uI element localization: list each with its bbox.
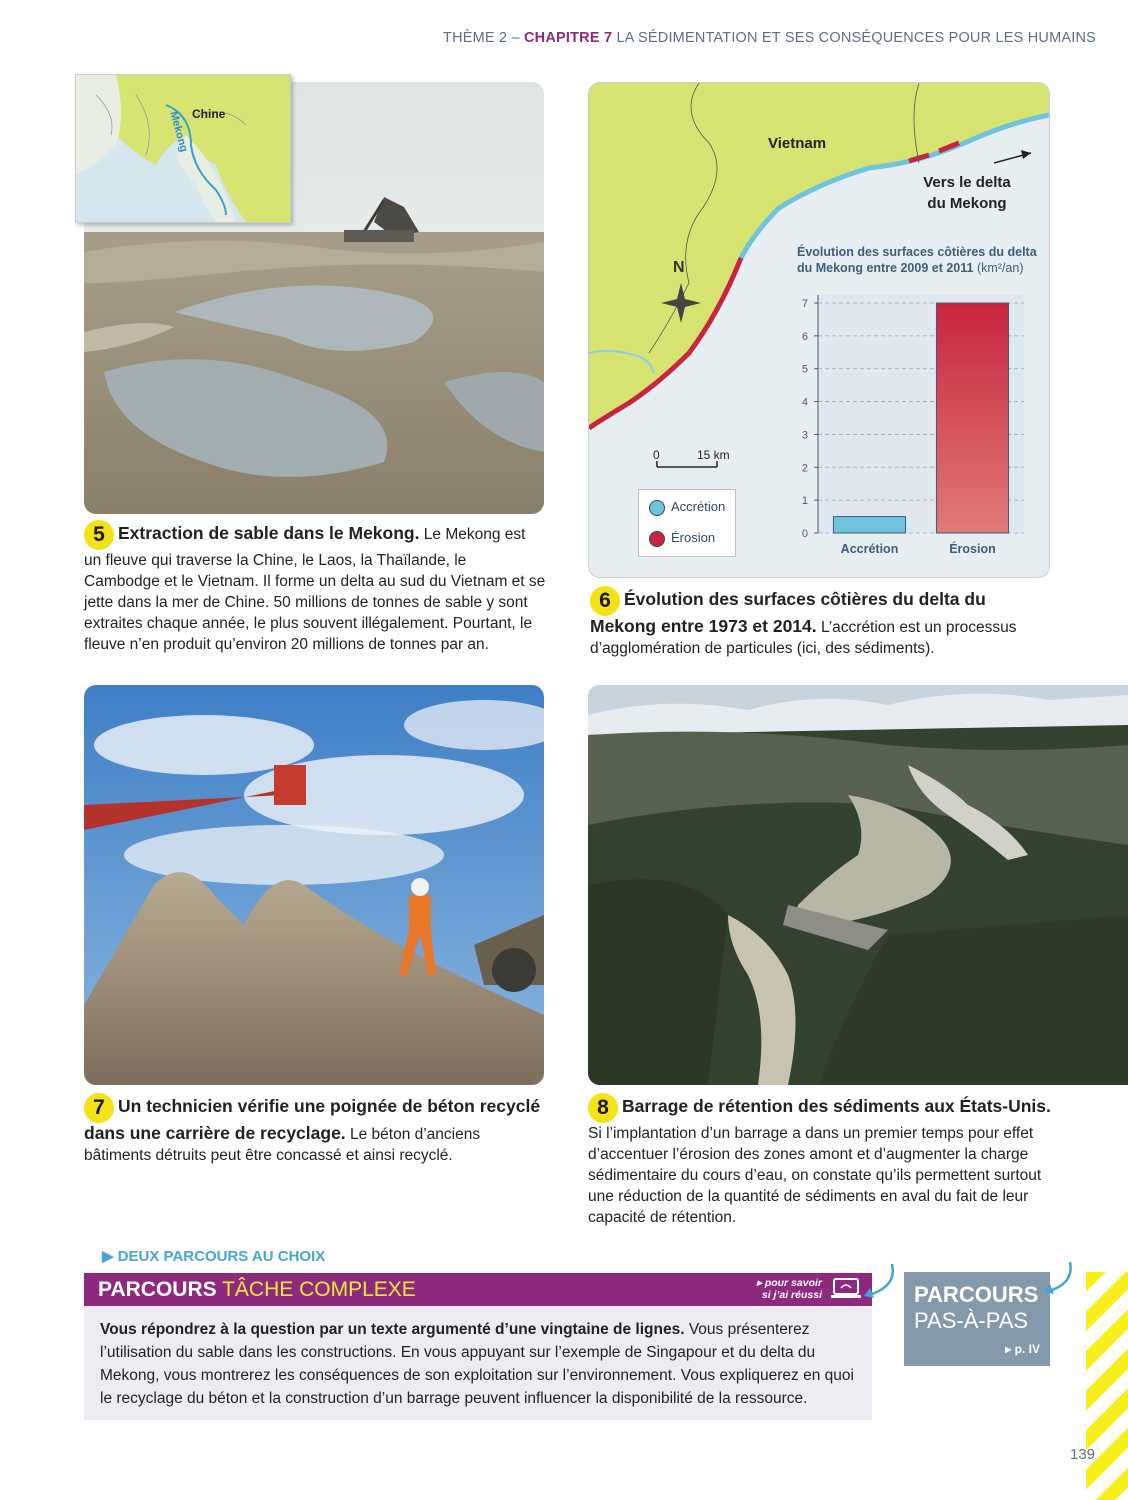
direction-label <box>907 172 1027 214</box>
chart-bar-accrétion <box>833 517 905 533</box>
pas-label-line1: PARCOURS <box>914 1282 1039 1307</box>
header-chapter: CHAPITRE 7 <box>524 30 613 46</box>
north-label: N <box>673 259 685 276</box>
chart-title-unit: (km²/an) <box>976 261 1024 275</box>
parcours-heading <box>102 1247 325 1265</box>
direction-label-line1: Vers le delta <box>923 174 1011 191</box>
caption-doc8 <box>588 1093 1058 1228</box>
map-country-label: Vietnam <box>768 135 827 152</box>
chart-y-tick-label: 6 <box>801 330 808 343</box>
self-check-line1: ▸ pour savoir <box>756 1277 822 1289</box>
concrete-recycling-photo <box>84 685 544 1085</box>
map-legend <box>638 489 736 557</box>
task-instruction: Vous répondrez à la question par un texte argumenté d’une vingtaine de lignes. <box>100 1321 685 1338</box>
decorative-stripes <box>1086 1272 1128 1500</box>
sediment-dam-photo <box>588 685 1128 1085</box>
chart-x-tick-label: Accrétion <box>840 542 899 556</box>
task-label-strong: PARCOURS <box>98 1278 217 1301</box>
legend-item-erosion <box>649 530 715 547</box>
curved-arrow-icon <box>852 1260 898 1305</box>
legend-label-accretion: Accrétion <box>671 499 726 514</box>
task-complex-text <box>100 1318 860 1410</box>
legend-swatch-erosion <box>649 531 665 547</box>
header-theme: THÈME 2 – <box>443 30 525 46</box>
self-check-line2: si j’ai réussi <box>761 1288 822 1301</box>
pas-a-pas-button[interactable] <box>904 1272 1050 1366</box>
doc-number-badge: 7 <box>84 1093 114 1123</box>
running-header <box>443 30 1096 46</box>
page-number: 139 <box>1070 1446 1096 1463</box>
scale-zero-label: 0 <box>653 448 660 462</box>
task-complex-bar <box>84 1273 872 1306</box>
chart-title <box>797 244 1047 276</box>
doc6-text: L’accrétion est un processus d’agglomération de particules (ici, des sédiments). <box>590 619 1017 657</box>
doc5-text: Le Mekong est un fleuve qui traverse la Chine, le Laos, la Thaïlande, le Cambodge et le Vietnam. Il forme un delta au sud du Vietnam et se jette dans la mer de Chine. 50 millions de tonnes de sable y sont extraites chaque année, le plus souvent illégalement. Pourtant, le fleuve n’en produit qu’environ 20 millions de tonnes par an. <box>84 526 546 653</box>
doc6-title: Évolution des surfaces côtières du delta du Mekong entre 1973 et 2014. <box>590 589 986 636</box>
header-title: LA SÉDIMENTATION ET SES CONSÉQUENCES POUR LES HUMAINS <box>612 30 1096 46</box>
curved-arrow-icon <box>1036 1258 1076 1301</box>
task-label-accent: TÂCHE COMPLEXE <box>216 1278 416 1301</box>
direction-label-line2: du Mekong <box>927 195 1007 212</box>
triangle-icon: ▶ <box>102 1248 114 1265</box>
chart-y-tick-label: 4 <box>801 396 808 409</box>
legend-label-erosion: Érosion <box>671 530 716 545</box>
mekong-inset-map <box>75 74 291 223</box>
chart-y-tick-label: 5 <box>801 363 808 376</box>
pas-label-line2: PAS-À-PAS <box>914 1308 1029 1333</box>
coastal-surface-bar-chart <box>790 285 1040 575</box>
doc5-title: Extraction de sable dans le Mekong. <box>118 523 420 544</box>
scale-km-label: 15 km <box>697 448 730 462</box>
task-description: Vous présenterez l’utilisation du sable dans les constructions. En vous appuyant sur l’exemple de Singapour et du delta du Mekong, vous montrerez les conséquences de son exploitation sur l’environnement. Vous expliquerez en quoi le recyclage du béton et la construction d’un barrage peuvent influencer la disponibilité de la ressource. <box>100 1321 854 1407</box>
doc-number-badge: 8 <box>588 1093 618 1123</box>
task-complex-title <box>98 1278 416 1302</box>
chart-x-tick-label: Érosion <box>949 542 996 556</box>
doc-number-badge: 5 <box>84 520 114 550</box>
doc7-text: Le béton d’anciens bâtiments détruits peut être concassé et ainsi recyclé. <box>84 1126 481 1164</box>
caption-doc7 <box>84 1093 546 1166</box>
inset-river-label: Mekong <box>167 110 190 154</box>
chart-y-tick-label: 1 <box>801 495 808 508</box>
chart-title-text: Évolution des surfaces côtières du delta du Mekong entre 2009 et 2011 <box>797 245 1037 275</box>
legend-swatch-accretion <box>649 500 665 516</box>
chart-y-tick-label: 3 <box>801 429 808 442</box>
doc8-title: Barrage de rétention des sédiments aux États-Unis. <box>622 1096 1051 1117</box>
pas-page-ref: ▸ p. IV <box>1005 1342 1040 1356</box>
caption-doc5 <box>84 520 546 655</box>
caption-doc6 <box>590 586 1050 659</box>
self-check-link[interactable] <box>732 1278 822 1301</box>
doc-number-badge: 6 <box>590 586 620 616</box>
chart-y-tick-label: 2 <box>801 462 808 475</box>
legend-item-accretion <box>649 499 725 516</box>
doc8-text: Si l’implantation d’un barrage a dans un premier temps pour effet d’accentuer l’érosion des zones amont et d’augmenter la charge sédimentaire du cours d’eau, on constate qu’ils permettent surtout une réduction de la quantité de sédiments en aval du fait de leur capacité de rétention. <box>588 1125 1042 1226</box>
parcours-heading-text: DEUX PARCOURS AU CHOIX <box>117 1248 326 1265</box>
chart-bar-érosion <box>936 303 1008 533</box>
doc7-title: Un technicien vérifie une poignée de béton recyclé dans une carrière de recyclage. <box>84 1096 541 1143</box>
inset-country-label: Chine <box>192 107 226 121</box>
chart-y-tick-label: 7 <box>801 298 808 310</box>
chart-y-tick-label: 0 <box>801 528 808 540</box>
